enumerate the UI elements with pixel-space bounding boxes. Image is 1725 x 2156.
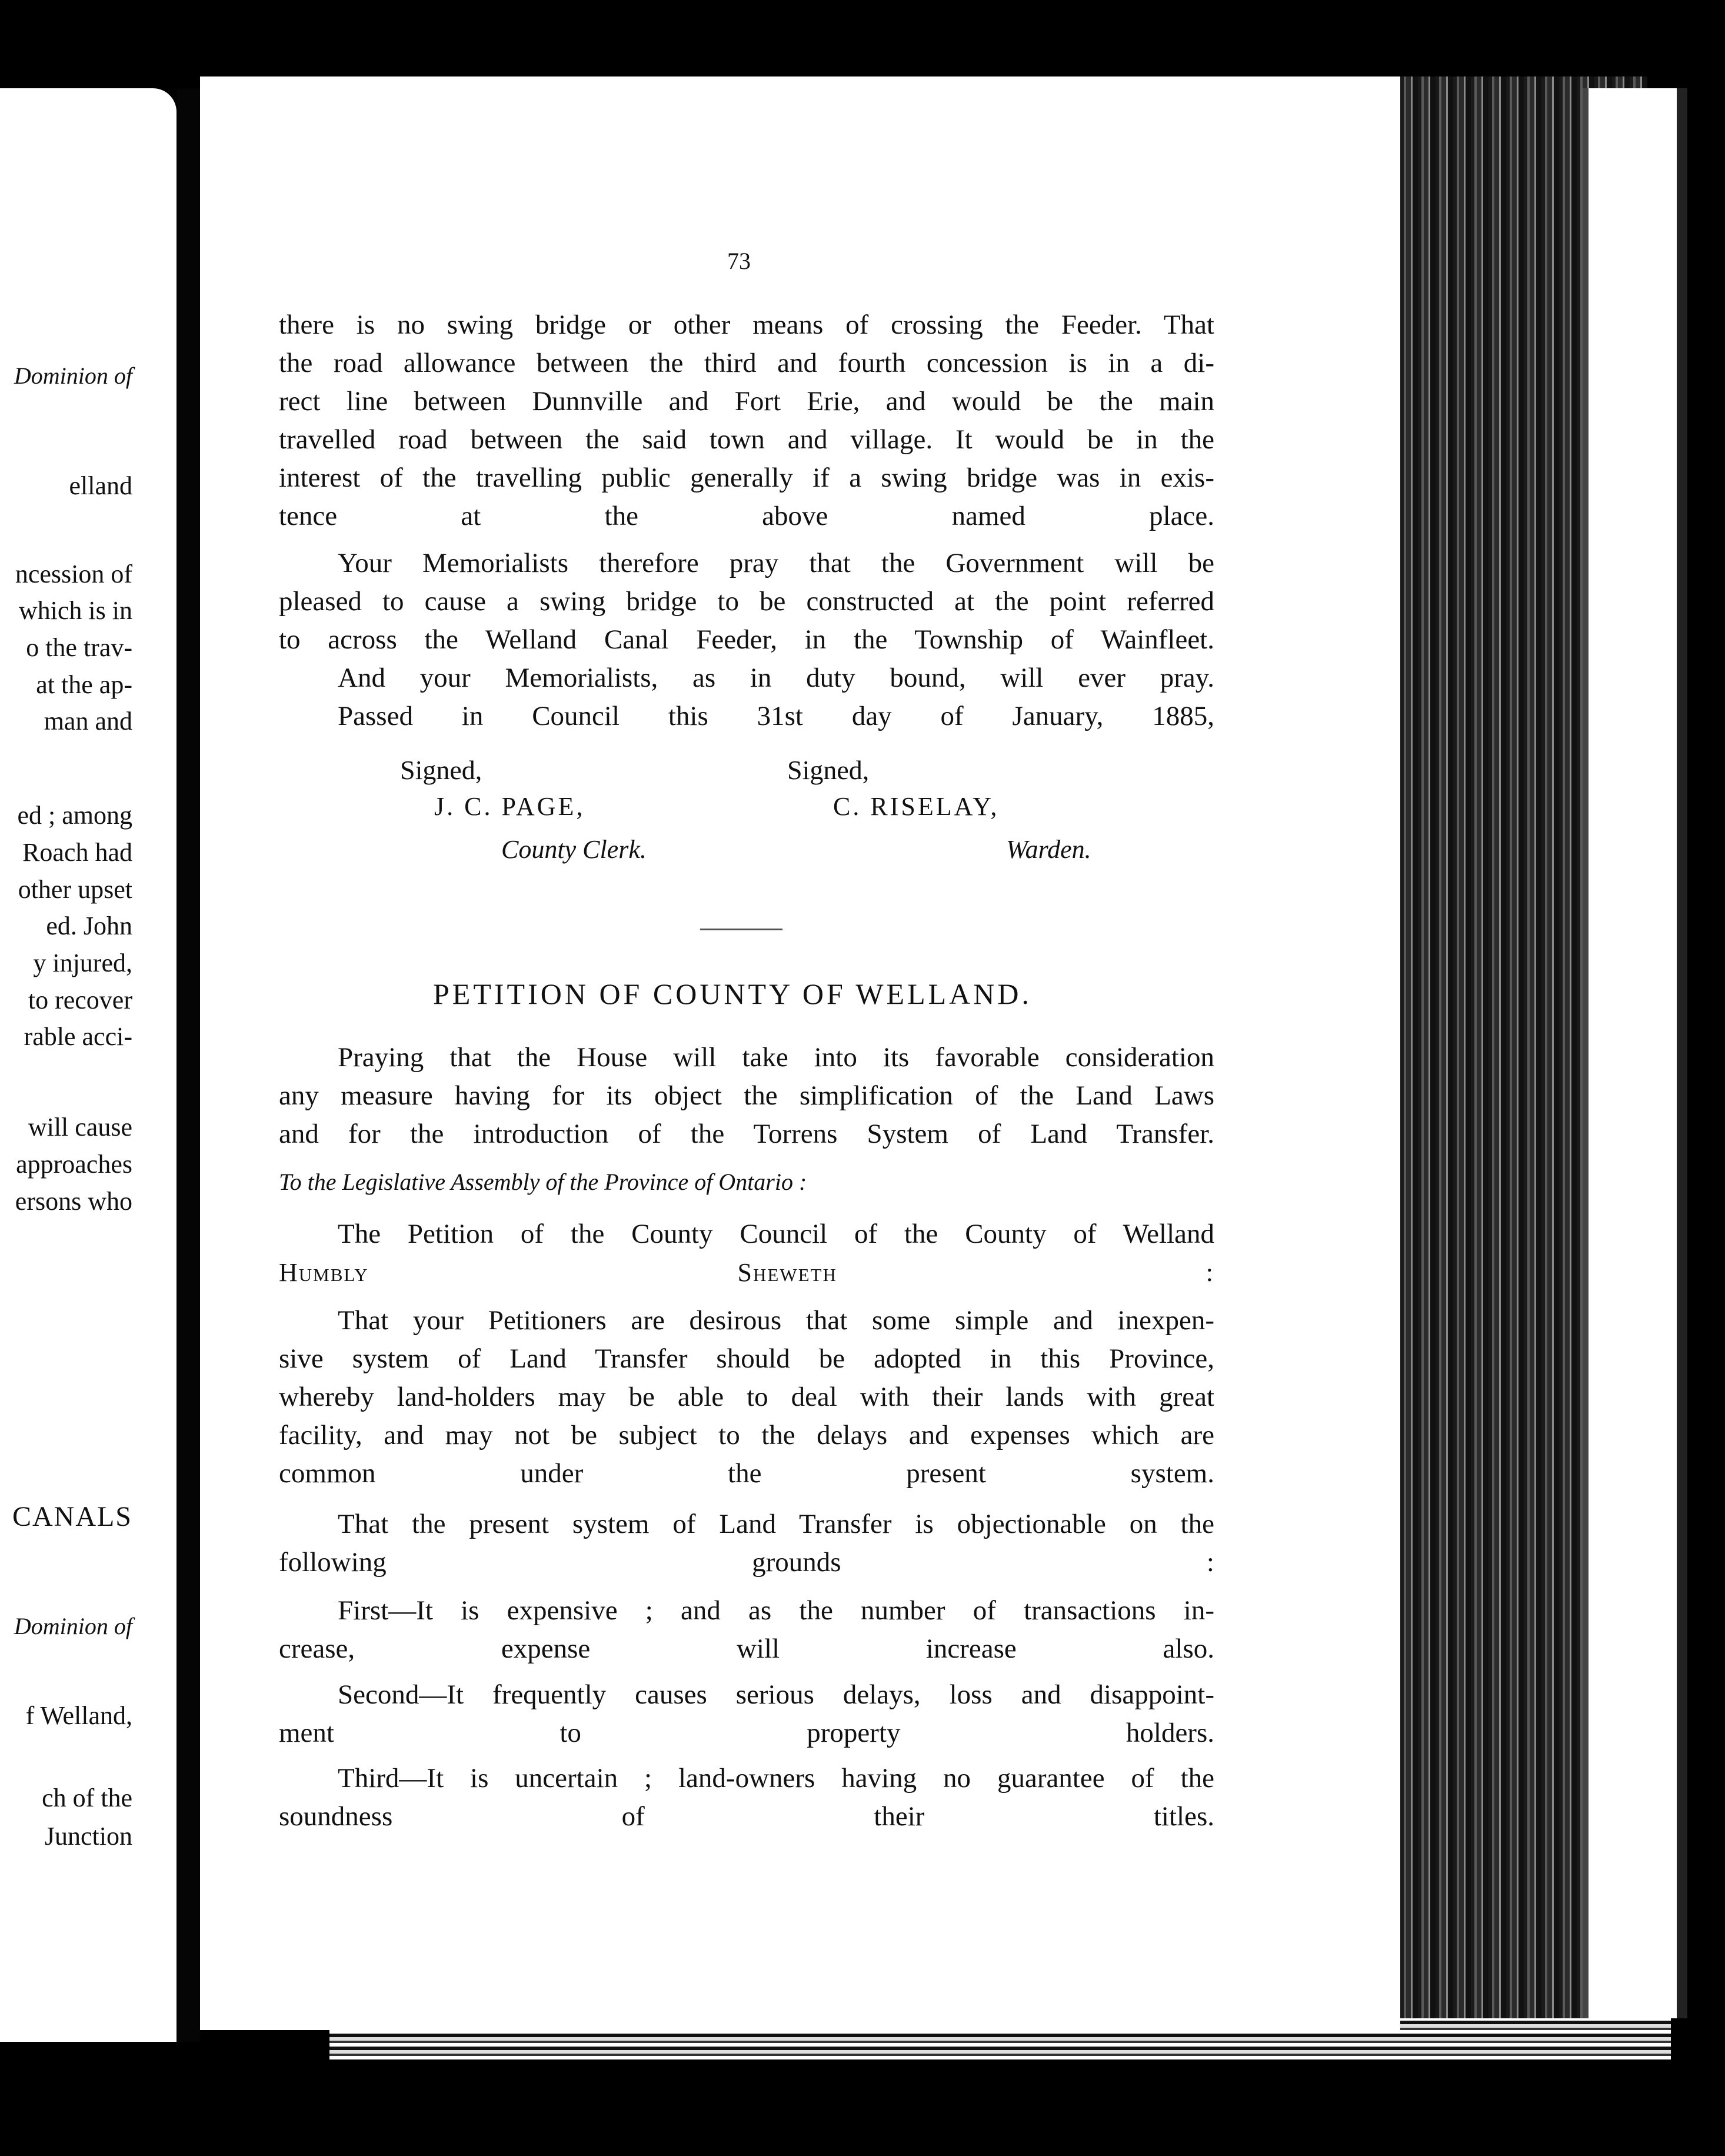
left-page-line: Dominion of: [14, 362, 132, 389]
book-cover-edge: [1583, 88, 1687, 2018]
left-page-line: ersons who: [15, 1187, 132, 1216]
left-page-line: other upset: [18, 875, 132, 904]
petition-paragraph-2: [279, 1505, 1214, 1582]
signatory-name-clerk: J. C. PAGE,: [434, 792, 585, 821]
signed-label-left: Signed,: [400, 755, 482, 785]
left-page-line: Roach had: [22, 838, 132, 867]
text-line: the road allowance between the third and fourth concession is in a di-: [279, 348, 1214, 378]
left-page-line: ed ; among: [17, 801, 132, 830]
petition-paragraph-1: [279, 1302, 1214, 1493]
left-page-line: man and: [44, 707, 132, 736]
text-line: there is no swing bridge or other means of crossing the Feeder. That: [279, 310, 1214, 340]
text-line: Second—It frequently causes serious delays, loss and disappoint-: [338, 1679, 1214, 1710]
left-page-line: y injured,: [33, 949, 132, 977]
memorial-paragraph-1: [279, 306, 1214, 535]
text-line: Praying that the House will take into its favorable consideration: [338, 1042, 1214, 1073]
signatory-title-clerk: County Clerk.: [501, 835, 647, 864]
left-page-line: ncession of: [15, 560, 132, 588]
ground-second: [279, 1676, 1214, 1752]
signatory-name-warden: C. RISELAY,: [833, 792, 1000, 821]
text-line: to across the Welland Canal Feeder, in the Township of Wainfleet.: [279, 624, 1214, 655]
ground-first: [279, 1592, 1214, 1668]
ground-third: [279, 1759, 1214, 1836]
text-line: ment to property holders.: [279, 1718, 1214, 1748]
text-line: First—It is expensive ; and as the number of transactions in-: [338, 1595, 1214, 1626]
left-page-line: CANALS: [12, 1501, 132, 1532]
text-line: travelled road between the said town and village. It would be in the: [279, 424, 1214, 455]
text-line: and for the introduction of the Torrens System of Land Transfer.: [279, 1119, 1214, 1149]
left-page-line: at the ap-: [36, 670, 132, 699]
text-line: Passed in Council this 31st day of January, 1885,: [338, 701, 1214, 731]
text-line: interest of the travelling public generally if a swing bridge was in exis-: [279, 463, 1214, 493]
text-line: And your Memorialists, as in duty bound, will ever pray.: [338, 663, 1214, 693]
signed-label-right: Signed,: [787, 755, 870, 785]
left-page: [0, 88, 177, 2042]
left-page-line: elland: [69, 471, 132, 500]
text-line: That the present system of Land Transfer is objectionable on the: [338, 1509, 1214, 1539]
text-line: soundness of their titles.: [279, 1801, 1214, 1832]
left-page-line: will cause: [28, 1113, 132, 1142]
text-line: The Petition of the County Council of the County of Welland: [338, 1219, 1214, 1249]
petition-address: To the Legislative Assembly of the Province of Ontario :: [279, 1169, 807, 1195]
left-page-line: o the trav-: [26, 633, 132, 662]
text-line: Your Memorialists therefore pray that the Government will be: [338, 548, 1214, 578]
text-line: common under the present system.: [279, 1458, 1214, 1489]
signatory-title-warden: Warden.: [1006, 835, 1091, 864]
left-page-line: f Welland,: [25, 1701, 132, 1730]
left-page-line: approaches: [16, 1150, 132, 1179]
text-line: any measure having for its object the simplification of the Land Laws: [279, 1080, 1214, 1111]
left-page-line: rable acci-: [24, 1022, 132, 1051]
left-page-line: Junction: [44, 1822, 132, 1851]
text-line: Humbly Sheweth :: [279, 1258, 1214, 1287]
memorial-paragraph-2: [279, 544, 1214, 659]
text-line: Third—It is uncertain ; land-owners having no guarantee of the: [338, 1763, 1214, 1794]
text-line: tence at the above named place.: [279, 501, 1214, 531]
memorial-paragraph-3: [279, 659, 1214, 736]
section-divider: [700, 929, 782, 930]
text-line: sive system of Land Transfer should be adopted in this Province,: [279, 1343, 1214, 1374]
left-page-line: Dominion of: [14, 1613, 132, 1639]
text-line: following grounds :: [279, 1547, 1214, 1578]
petition-heading: PETITION OF COUNTY OF WELLAND.: [433, 977, 1032, 1010]
text-line: That your Petitioners are desirous that some simple and inexpen-: [338, 1305, 1214, 1336]
text-line: facility, and may not be subject to the delays and expenses which are: [279, 1420, 1214, 1450]
left-page-line: ed. John: [46, 911, 132, 940]
petition-summary: [279, 1039, 1214, 1153]
petition-intro: [279, 1215, 1214, 1292]
left-page-line: ch of the: [42, 1784, 132, 1812]
text-line: pleased to cause a swing bridge to be constructed at the point referred: [279, 586, 1214, 617]
book-gutter: [177, 88, 200, 2042]
text-line: rect line between Dunnville and Fort Erie, and would be the main: [279, 386, 1214, 417]
text-line: whereby land-holders may be able to deal with their lands with great: [279, 1382, 1214, 1412]
left-page-line: to recover: [28, 986, 132, 1014]
page-number: 73: [727, 248, 751, 274]
text-line: crease, expense will increase also.: [279, 1633, 1214, 1664]
left-page-line: which is in: [18, 596, 132, 625]
